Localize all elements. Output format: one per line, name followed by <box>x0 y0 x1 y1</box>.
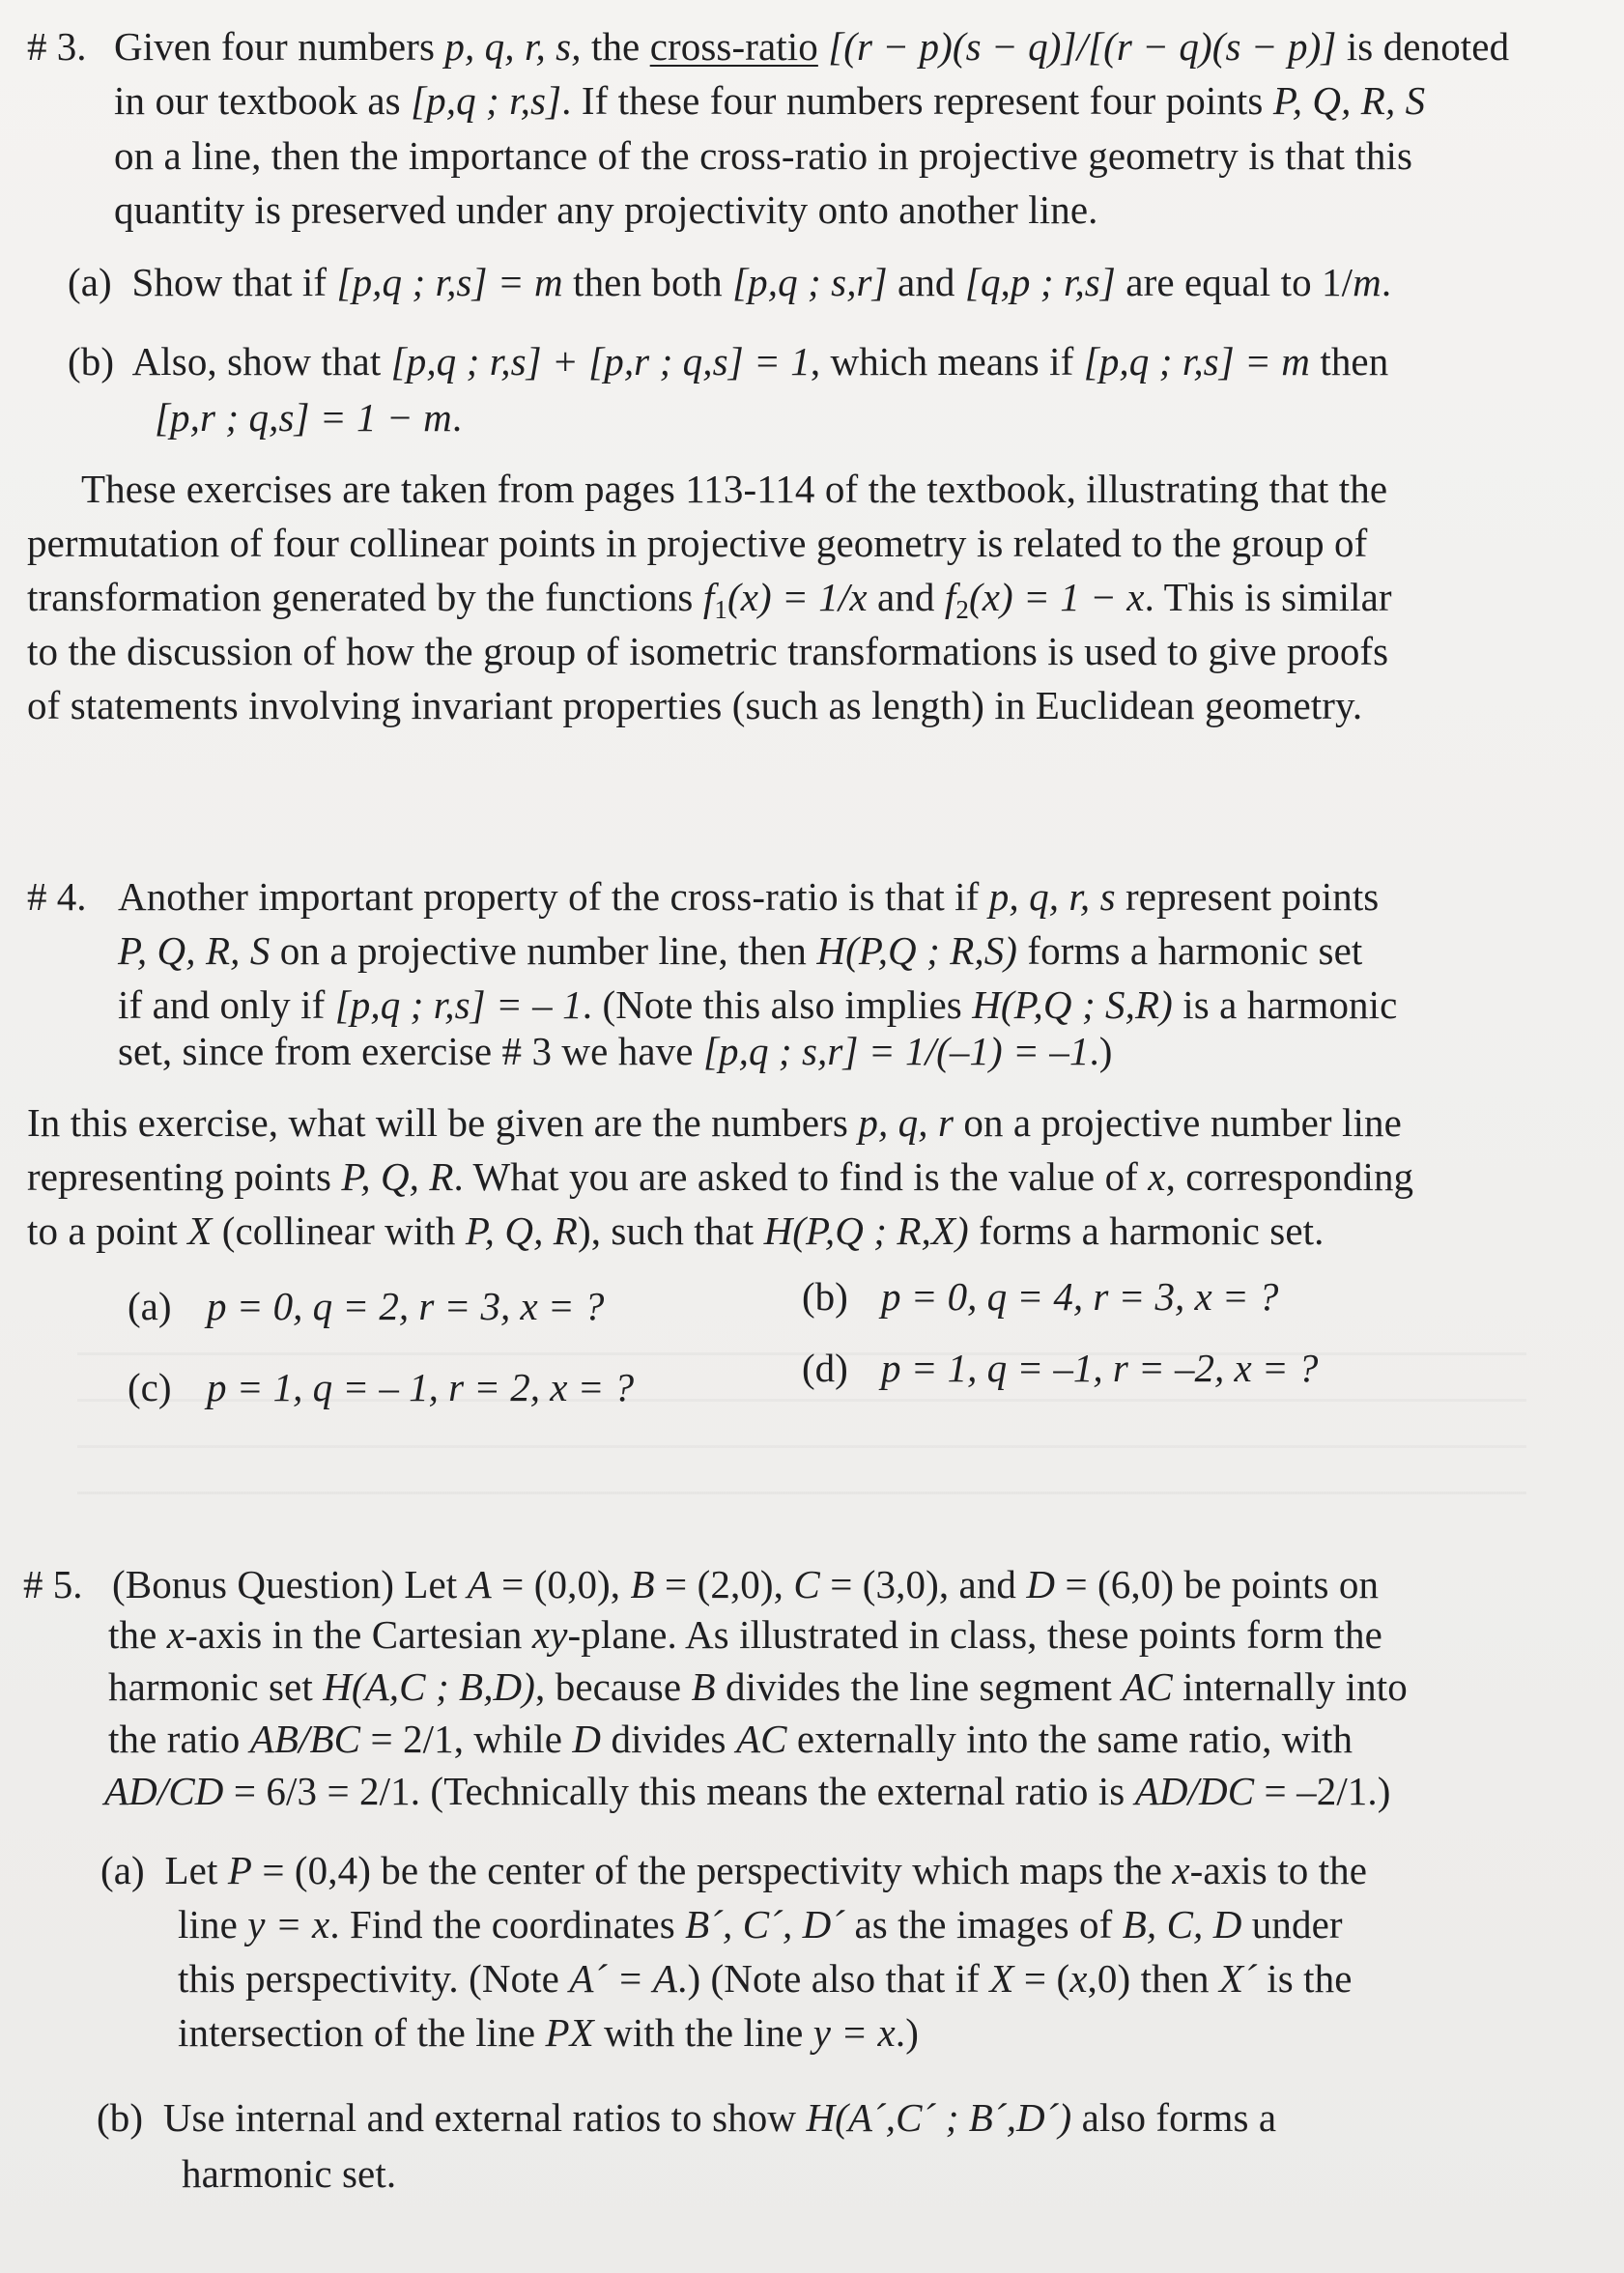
part-label: (b) <box>68 339 115 384</box>
ex4-line-2: P, Q, R, S on a projective number line, then H(P,Q ; R,S) forms a harmonic set <box>118 928 1363 973</box>
ex5-part-a-line-2: line y = x. Find the coordinates B´, C´, D´ as the images of B, C, D under <box>178 1902 1343 1946</box>
ex4-item-a: (a) p = 0, q = 2, r = 3, x = ? <box>128 1284 605 1328</box>
ex3-part-b: (b) Also, show that [p,q ; r,s] + [p,r ; q,s] = 1, which means if [p,q ; r,s] = m then <box>68 339 1389 384</box>
ex4-item-b: (b) p = 0, q = 4, r = 3, x = ? <box>802 1274 1279 1319</box>
ex5-line-2: the x-axis in the Cartesian xy-plane. As illustrated in class, these points form the <box>108 1612 1382 1657</box>
ex3-intro-line-1: Given four numbers p, q, r, s, the cross-ratio [(r − p)(s − q)]/[(r − q)(s − p)] is denoted <box>114 24 1510 69</box>
cross-ratio-term: cross-ratio <box>649 24 818 69</box>
ex5-line-1: (Bonus Question) Let A = (0,0), B = (2,0), C = (3,0), and D = (6,0) be points on <box>112 1562 1380 1606</box>
ex4-para2-line-3: to a point X (collinear with P, Q, R), such that H(P,Q ; R,X) forms a harmonic set. <box>27 1208 1325 1253</box>
ex4-line-3: if and only if [p,q ; r,s] = – 1. (Note this also implies H(P,Q ; S,R) is a harmonic <box>118 982 1398 1027</box>
ex5-line-3: harmonic set H(A,C ; B,D), because B divides the line segment AC internally into <box>108 1664 1408 1709</box>
ex5-part-a-line-1: (a) Let P = (0,4) be the center of the perspectivity which maps the x-axis to the <box>100 1848 1368 1892</box>
ex3-intro-line-2: in our textbook as [p,q ; r,s]. If these four numbers represent four points P, Q, R, S <box>114 78 1426 123</box>
exercise-number: # 5. <box>23 1562 83 1606</box>
ex3-note-line-3: transformation generated by the functions $f_1(x) = 1/x$ and $f_2(x) = 1 - x$. This is similar <box>27 575 1392 624</box>
ex3-note-line-5: of statements involving invariant properties (such as length) in Euclidean geometry. <box>27 683 1363 727</box>
ex3-note-line-2: permutation of four collinear points in projective geometry is related to the group of <box>27 521 1368 565</box>
exercise-number: # 3. <box>27 24 87 69</box>
ex5-part-b-line-2: harmonic set. <box>182 2151 397 2196</box>
ex4-item-d: (d) p = 1, q = –1, r = –2, x = ? <box>802 1346 1319 1390</box>
ex4-line-4: set, since from exercise # 3 we have [p,q ; s,r] = 1/(–1) = –1.) <box>118 1029 1113 1073</box>
ex3-intro-line-3: on a line, then the importance of the cross-ratio in projective geometry is that this <box>114 133 1413 178</box>
ex4-line-1: Another important property of the cross-ratio is that if p, q, r, s represent points <box>118 874 1380 919</box>
ex5-line-5: AD/CD = 6/3 = 2/1. (Technically this means the external ratio is AD/DC = –2/1.) <box>104 1769 1391 1813</box>
ex3-note-line-1: These exercises are taken from pages 113-114 of the textbook, illustrating that the <box>81 467 1388 511</box>
ex4-item-c: (c) p = 1, q = – 1, r = 2, x = ? <box>128 1365 635 1409</box>
exercise-number: # 4. <box>27 874 87 919</box>
part-label: (a) <box>68 260 112 304</box>
ex5-part-a-line-4: intersection of the line PX with the line y = x.) <box>178 2010 919 2055</box>
cross-ratio-formula: [(r − p)(s − q)]/[(r − q)(s − p)] <box>828 24 1337 69</box>
ex3-intro-line-4: quantity is preserved under any projectivity onto another line. <box>114 187 1098 232</box>
ex5-line-4: the ratio AB/BC = 2/1, while D divides AC externally into the same ratio, with <box>108 1717 1353 1761</box>
ex3-part-b-line-2: [p,r ; q,s] = 1 − m. <box>155 395 463 440</box>
ex4-para2-line-1: In this exercise, what will be given are the numbers p, q, r on a projective number line <box>27 1100 1402 1145</box>
ex3-part-a: (a) Show that if [p,q ; r,s] = m then both [p,q ; s,r] and [q,p ; r,s] are equal to 1/m. <box>68 260 1392 304</box>
ex4-para2-line-2: representing points P, Q, R. What you are asked to find is the value of x, corresponding <box>27 1154 1414 1199</box>
part-label: (a) <box>100 1848 145 1892</box>
ex5-part-a-line-3: this perspectivity. (Note A´ = A.) (Note also that if X = (x,0) then X´ is the <box>178 1956 1353 2001</box>
ex3-note-line-4: to the discussion of how the group of isometric transformations is used to give proofs <box>27 629 1389 673</box>
part-label: (b) <box>97 2095 144 2140</box>
ex5-part-b-line-1: (b) Use internal and external ratios to show H(A´,C´ ; B´,D´) also forms a <box>97 2095 1277 2140</box>
